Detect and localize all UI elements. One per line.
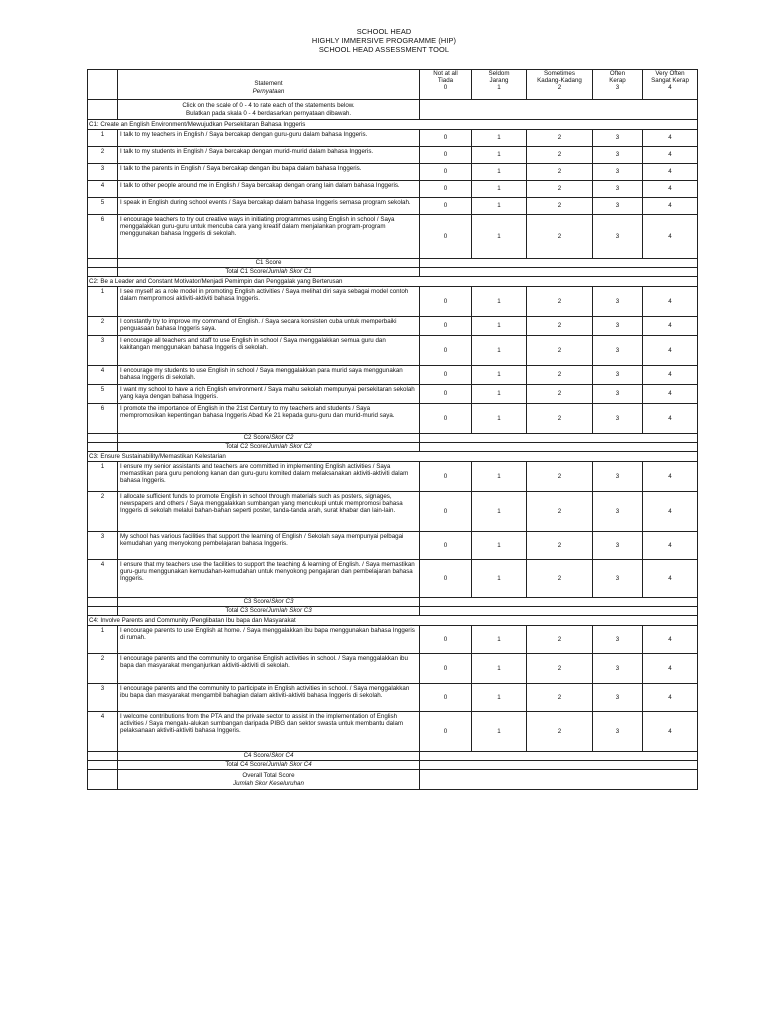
section-score-label	[118, 434, 420, 443]
rating-option-1[interactable]: 1	[472, 366, 527, 385]
rating-option-1[interactable]: 1	[472, 492, 527, 532]
rating-option-4[interactable]: 4	[643, 462, 698, 492]
rating-option-4[interactable]: 4	[643, 366, 698, 385]
rating-option-0[interactable]: 0	[420, 532, 472, 560]
section-title: C4: Involve Parents and Community /Penglibatan Ibu bapa dan Masyarakat	[88, 616, 698, 626]
statement-row	[88, 654, 698, 684]
section-score-row	[88, 752, 698, 761]
statement-number: 1	[88, 626, 118, 654]
rating-option-2[interactable]: 2	[527, 181, 593, 198]
score-label: C2 Score/	[243, 434, 272, 442]
scale-header-en: Not at all	[433, 70, 458, 77]
statement-row	[88, 215, 698, 259]
rating-option-0[interactable]: 0	[420, 560, 472, 598]
rating-option-4[interactable]: 4	[643, 317, 698, 336]
total-label-ms: Jumlah Skor C1	[267, 268, 312, 276]
score-value-cell[interactable]	[420, 598, 698, 607]
overall-label-ms: Jumlah Skor Keseluruhan	[233, 779, 304, 787]
statement-number: 5	[88, 198, 118, 215]
rating-option-1[interactable]: 1	[472, 532, 527, 560]
statement-text: I speak in English during school events / Saya bercakap dalam bahasa Inggeris semasa program sekolah.	[118, 198, 420, 215]
score-value-cell[interactable]	[420, 434, 698, 443]
rating-option-2[interactable]: 2	[527, 317, 593, 336]
statement-column-header	[118, 70, 420, 100]
statement-text: I ensure my senior assistants and teachers are committed in implementing English activities / Saya memastikan para guru penolong kanan dan guru-guru komited dalam melaksanakan aktiviti-aktiviti dalam bahasa Inggeris.	[118, 462, 420, 492]
total-value-cell[interactable]	[420, 761, 698, 770]
scale-column-header	[420, 70, 472, 100]
rating-option-1[interactable]: 1	[472, 626, 527, 654]
rating-option-4[interactable]: 4	[643, 336, 698, 366]
section-total-label	[118, 607, 420, 616]
rating-option-3[interactable]: 3	[593, 287, 643, 317]
statement-number: 1	[88, 130, 118, 147]
statement-number: 2	[88, 492, 118, 532]
rating-option-3[interactable]: 3	[593, 404, 643, 434]
rating-option-1[interactable]: 1	[472, 336, 527, 366]
instructions-ms: Bulatkan pada skala 0 - 4 berdasarkan pernyataan dibawah.	[185, 109, 352, 117]
document-header	[0, 27, 768, 54]
overall-total-row	[88, 770, 698, 790]
scale-header-en: Seldom	[488, 70, 510, 77]
rating-option-0[interactable]: 0	[420, 404, 472, 434]
statement-label-ms: Pernyataan	[252, 87, 285, 95]
rating-option-0[interactable]: 0	[420, 385, 472, 404]
rating-option-4[interactable]: 4	[643, 684, 698, 712]
rating-option-4[interactable]: 4	[643, 130, 698, 147]
rating-option-3[interactable]: 3	[593, 462, 643, 492]
rating-option-3[interactable]: 3	[593, 654, 643, 684]
rating-option-3[interactable]: 3	[593, 336, 643, 366]
rating-option-4[interactable]: 4	[643, 532, 698, 560]
rating-option-2[interactable]: 2	[527, 164, 593, 181]
score-label-ms: Skor C2	[271, 434, 294, 442]
rating-option-0[interactable]: 0	[420, 366, 472, 385]
rating-option-0[interactable]: 0	[420, 215, 472, 259]
statement-text: I ensure that my teachers use the facilities to support the teaching & learning of English. / Saya memastikan guru-guru menggunakan kemudahan-kemudahan untuk menyokong pengajaran dan pembelajaran bahasa Inggeris.	[118, 560, 420, 598]
rating-option-3[interactable]: 3	[593, 712, 643, 752]
rating-option-1[interactable]: 1	[472, 130, 527, 147]
scale-column-header	[527, 70, 593, 100]
statement-text: I talk to my teachers in English / Saya bercakap dengan guru-guru dalam bahasa Inggeris.	[118, 130, 420, 147]
total-blank	[88, 268, 118, 277]
total-value-cell[interactable]	[420, 443, 698, 452]
section-score-row	[88, 434, 698, 443]
section-title-row	[88, 120, 698, 130]
scale-header-val: 3	[615, 84, 620, 92]
rating-option-3[interactable]: 3	[593, 684, 643, 712]
statement-row	[88, 560, 698, 598]
instructions-cell	[118, 100, 420, 120]
rating-option-2[interactable]: 2	[527, 215, 593, 259]
statement-text: I see myself as a role model in promoting English activities / Saya melihat diri saya sebagai model contoh dalam mempromosi aktiviti-aktiviti bahasa Inggeris.	[118, 287, 420, 317]
total-label-ms: Jumlah Skor C3	[267, 607, 312, 615]
scale-column-header	[593, 70, 643, 100]
score-label: C4 Score/	[243, 752, 272, 760]
rating-option-1[interactable]: 1	[472, 712, 527, 752]
score-blank	[88, 752, 118, 761]
scale-header-en: Very Often	[655, 70, 685, 77]
statement-number: 5	[88, 385, 118, 404]
rating-option-1[interactable]: 1	[472, 181, 527, 198]
score-label: C1 Score	[255, 259, 282, 267]
rating-option-1[interactable]: 1	[472, 198, 527, 215]
number-column-header	[88, 70, 118, 100]
statement-number: 4	[88, 560, 118, 598]
rating-option-4[interactable]: 4	[643, 181, 698, 198]
rating-option-0[interactable]: 0	[420, 147, 472, 164]
rating-option-4[interactable]: 4	[643, 654, 698, 684]
statement-text: I want my school to have a rich English environment / Saya mahu sekolah mempunyai persekitaran sekolah yang kaya dengan bahasa Inggeris.	[118, 385, 420, 404]
total-label: Total C4 Score/	[225, 761, 268, 769]
statement-text: I encourage teachers to try out creative ways in initiating programmes using English in school / Saya menggalakkan guru-guru untuk mencuba cara yang kreatif dalam menjalankan program-program menggunakan bahasa Inggeris di sekolah.	[118, 215, 420, 259]
statement-row	[88, 198, 698, 215]
statement-number: 2	[88, 147, 118, 164]
section-title: C2: Be a Leader and Constant Motivator/Menjadi Pemimpin dan Penggalak yang Berterusan	[88, 277, 698, 287]
overall-total-label	[118, 770, 420, 790]
rating-option-2[interactable]: 2	[527, 404, 593, 434]
scale-column-header	[643, 70, 698, 100]
section-score-row	[88, 259, 698, 268]
statement-row	[88, 712, 698, 752]
statement-row	[88, 462, 698, 492]
column-header-row	[88, 70, 698, 100]
rating-option-3[interactable]: 3	[593, 366, 643, 385]
overall-value-cell[interactable]	[420, 770, 698, 790]
section-score-label	[118, 598, 420, 607]
rating-option-2[interactable]: 2	[527, 287, 593, 317]
statement-number: 1	[88, 462, 118, 492]
statement-text: I talk to other people around me in English / Saya bercakap dengan orang lain dalam bahasa Inggeris.	[118, 181, 420, 198]
rating-option-1[interactable]: 1	[472, 404, 527, 434]
section-total-row	[88, 268, 698, 277]
scale-header-ms: Kerap	[609, 77, 626, 85]
assessment-table	[87, 69, 698, 790]
statement-row	[88, 385, 698, 404]
rating-option-0[interactable]: 0	[420, 492, 472, 532]
statement-row	[88, 404, 698, 434]
statement-text: I encourage my students to use English in school / Saya menggalakkan para murid saya menggunakan bahasa Inggeris di sekolah.	[118, 366, 420, 385]
header-line-3: SCHOOL HEAD ASSESSMENT TOOL	[318, 45, 450, 54]
statement-number: 3	[88, 164, 118, 181]
rating-option-4[interactable]: 4	[643, 198, 698, 215]
statement-text: I talk to the parents in English / Saya bercakap dengan ibu bapa dalam bahasa Inggeris.	[118, 164, 420, 181]
rating-option-3[interactable]: 3	[593, 385, 643, 404]
rating-option-3[interactable]: 3	[593, 147, 643, 164]
scale-header-ms: Jarang	[489, 77, 509, 85]
header-line-1: SCHOOL HEAD	[356, 27, 412, 36]
section-total-label	[118, 268, 420, 277]
rating-option-3[interactable]: 3	[593, 317, 643, 336]
rating-option-3[interactable]: 3	[593, 164, 643, 181]
rating-option-3[interactable]: 3	[593, 198, 643, 215]
statement-text: I encourage parents and the community to participate in English activities in school. / Saya menggalakkan ibu bapa dan masyarakat mengambil bahagian dalam aktiviti-aktiviti bahasa Inggeris di sekolah.	[118, 684, 420, 712]
rating-option-2[interactable]: 2	[527, 532, 593, 560]
section-score-label	[118, 259, 420, 268]
total-value-cell[interactable]	[420, 268, 698, 277]
rating-option-0[interactable]: 0	[420, 287, 472, 317]
statement-row	[88, 164, 698, 181]
rating-option-1[interactable]: 1	[472, 654, 527, 684]
statement-number: 4	[88, 181, 118, 198]
total-label-ms: Jumlah Skor C2	[267, 443, 312, 451]
rating-option-3[interactable]: 3	[593, 181, 643, 198]
statement-row	[88, 317, 698, 336]
instructions-blank	[88, 100, 118, 120]
statement-row	[88, 130, 698, 147]
statement-text: I allocate sufficient funds to promote English in school through materials such as posters, signages, newspapers and others / Saya menggalakkan sumbangan yang mencukupi untuk mempromosi bahasa Inggeris di sekolah melalui bahan-bahan seperti poster, tanda-tanda arah, surat khabar dan lain-lain.	[118, 492, 420, 532]
rating-option-3[interactable]: 3	[593, 532, 643, 560]
rating-option-0[interactable]: 0	[420, 654, 472, 684]
rating-option-2[interactable]: 2	[527, 366, 593, 385]
rating-option-4[interactable]: 4	[643, 287, 698, 317]
rating-option-0[interactable]: 0	[420, 181, 472, 198]
statement-text: I encourage parents to use English at home. / Saya menggalakkan ibu bapa menggunakan bahasa Inggeris di rumah.	[118, 626, 420, 654]
scale-header-val: 2	[557, 84, 562, 92]
rating-option-3[interactable]: 3	[593, 492, 643, 532]
statement-row	[88, 287, 698, 317]
total-label: Total C2 Score/	[225, 443, 268, 451]
score-label-ms: Skor C3	[271, 598, 294, 606]
statement-text: I talk to my students in English / Saya bercakap dengan murid-murid dalam bahasa Inggeris.	[118, 147, 420, 164]
statement-label: Statement	[254, 80, 283, 88]
score-label: C3 Score/	[243, 598, 272, 606]
section-score-label	[118, 752, 420, 761]
section-total-row	[88, 607, 698, 616]
rating-option-1[interactable]: 1	[472, 684, 527, 712]
total-label: Total C1 Score/	[225, 268, 268, 276]
statement-row	[88, 492, 698, 532]
rating-option-4[interactable]: 4	[643, 385, 698, 404]
rating-option-0[interactable]: 0	[420, 462, 472, 492]
rating-option-4[interactable]: 4	[643, 147, 698, 164]
section-title-row	[88, 452, 698, 462]
rating-option-2[interactable]: 2	[527, 198, 593, 215]
rating-option-0[interactable]: 0	[420, 164, 472, 181]
total-blank	[88, 607, 118, 616]
statement-text: I encourage all teachers and staff to use English in school / Saya menggalakkan semua guru dan kakitangan menggunakan bahasa Inggeris di sekolah.	[118, 336, 420, 366]
statement-row	[88, 336, 698, 366]
scale-header-val: 0	[443, 84, 448, 92]
scale-column-header	[472, 70, 527, 100]
total-label-ms: Jumlah Skor C4	[267, 761, 312, 769]
rating-option-4[interactable]: 4	[643, 712, 698, 752]
score-label-ms: Skor C4	[271, 752, 294, 760]
statement-row	[88, 532, 698, 560]
statement-number: 6	[88, 215, 118, 259]
statement-row	[88, 684, 698, 712]
rating-option-0[interactable]: 0	[420, 712, 472, 752]
score-value-cell[interactable]	[420, 752, 698, 761]
section-total-label	[118, 443, 420, 452]
header-line-2: HIGHLY IMMERSIVE PROGRAMME (HIP)	[311, 36, 457, 45]
rating-option-0[interactable]: 0	[420, 336, 472, 366]
section-total-label	[118, 761, 420, 770]
score-blank	[88, 434, 118, 443]
rating-option-1[interactable]: 1	[472, 164, 527, 181]
statement-row	[88, 147, 698, 164]
scale-header-val: 1	[497, 84, 501, 92]
total-blank	[88, 761, 118, 770]
instructions-en: Click on the scale of 0 - 4 to rate each of the statements below.	[182, 102, 355, 110]
score-blank	[88, 259, 118, 268]
rating-option-4[interactable]: 4	[643, 626, 698, 654]
section-total-row	[88, 443, 698, 452]
statement-number: 4	[88, 712, 118, 752]
overall-blank	[88, 770, 118, 790]
rating-option-1[interactable]: 1	[472, 147, 527, 164]
scale-header-ms: Sangat Kerap	[651, 77, 689, 85]
statement-number: 4	[88, 366, 118, 385]
statement-number: 2	[88, 654, 118, 684]
total-label: Total C3 Score/	[225, 607, 268, 615]
statement-row	[88, 366, 698, 385]
rating-option-1[interactable]: 1	[472, 287, 527, 317]
total-blank	[88, 443, 118, 452]
statement-row	[88, 626, 698, 654]
rating-option-3[interactable]: 3	[593, 130, 643, 147]
section-title: C3: Ensure Sustainability/Memastikan Kelestarian	[88, 452, 698, 462]
rating-option-2[interactable]: 2	[527, 654, 593, 684]
scale-header-ms: Tiada	[437, 77, 454, 85]
rating-option-1[interactable]: 1	[472, 215, 527, 259]
scale-header-ms: Kadang-Kadang	[537, 77, 582, 85]
section-total-row	[88, 761, 698, 770]
rating-option-2[interactable]: 2	[527, 492, 593, 532]
scale-header-val: 4	[668, 84, 672, 92]
statement-number: 1	[88, 287, 118, 317]
statement-text: My school has various facilities that support the learning of English / Sekolah saya mempunyai pelbagai kemudahan yang menyokong pembelajaran bahasa Inggeris.	[118, 532, 420, 560]
statement-number: 3	[88, 336, 118, 366]
rating-option-2[interactable]: 2	[527, 336, 593, 366]
statement-number: 2	[88, 317, 118, 336]
rating-option-4[interactable]: 4	[643, 164, 698, 181]
rating-option-0[interactable]: 0	[420, 626, 472, 654]
scale-header-en: Often	[609, 70, 626, 77]
section-title-row	[88, 277, 698, 287]
section-title-row	[88, 616, 698, 626]
rating-option-1[interactable]: 1	[472, 317, 527, 336]
scale-header-en: Sometimes	[544, 70, 575, 77]
statement-text: I promote the importance of English in the 21st Century to my teachers and students / Saya mempromosikan kepentingan bahasa Inggeris Abad Ke 21 kepada guru-guru dan murid-murid saya.	[118, 404, 420, 434]
overall-label-en: Overall Total Score	[242, 772, 295, 780]
statement-text: I encourage parents and the community to organise English activities in school. / Saya menggalakkan ibu bapa dan masyarakat menganjurkan aktiviti-aktiviti di sekolah.	[118, 654, 420, 684]
statement-number: 3	[88, 532, 118, 560]
rating-option-2[interactable]: 2	[527, 130, 593, 147]
rating-option-2[interactable]: 2	[527, 462, 593, 492]
rating-option-2[interactable]: 2	[527, 147, 593, 164]
statement-text: I constantly try to improve my command of English. / Saya secara konsisten cuba untuk memperbaiki penguasaan bahasa Inggeris saya.	[118, 317, 420, 336]
statement-number: 3	[88, 684, 118, 712]
rating-option-4[interactable]: 4	[643, 404, 698, 434]
rating-option-1[interactable]: 1	[472, 385, 527, 404]
statement-text: I welcome contributions from the PTA and the private sector to assist in the implementation of English activities / Saya mengalu-alukan sumbangan daripada PIBG dan sektor swasta untuk membantu dalam pelaksanaan aktiviti-aktiviti bahasa Inggeris.	[118, 712, 420, 752]
rating-option-4[interactable]: 4	[643, 492, 698, 532]
rating-option-4[interactable]: 4	[643, 215, 698, 259]
rating-option-4[interactable]: 4	[643, 560, 698, 598]
rating-option-2[interactable]: 2	[527, 626, 593, 654]
statement-row	[88, 181, 698, 198]
rating-option-1[interactable]: 1	[472, 462, 527, 492]
rating-option-0[interactable]: 0	[420, 130, 472, 147]
score-value-cell[interactable]	[420, 259, 698, 268]
rating-option-3[interactable]: 3	[593, 626, 643, 654]
rating-option-2[interactable]: 2	[527, 712, 593, 752]
section-title: C1: Create an English Environment/Mewujudkan Persekitaran Bahasa Inggeris	[88, 120, 698, 130]
rating-option-0[interactable]: 0	[420, 317, 472, 336]
statement-number: 6	[88, 404, 118, 434]
instructions-scale-blank	[420, 100, 698, 120]
rating-option-2[interactable]: 2	[527, 684, 593, 712]
score-blank	[88, 598, 118, 607]
total-value-cell[interactable]	[420, 607, 698, 616]
rating-option-2[interactable]: 2	[527, 385, 593, 404]
rating-option-2[interactable]: 2	[527, 560, 593, 598]
rating-option-0[interactable]: 0	[420, 684, 472, 712]
section-score-row	[88, 598, 698, 607]
rating-option-1[interactable]: 1	[472, 560, 527, 598]
rating-option-3[interactable]: 3	[593, 215, 643, 259]
rating-option-3[interactable]: 3	[593, 560, 643, 598]
rating-option-0[interactable]: 0	[420, 198, 472, 215]
instructions-row	[88, 100, 698, 120]
